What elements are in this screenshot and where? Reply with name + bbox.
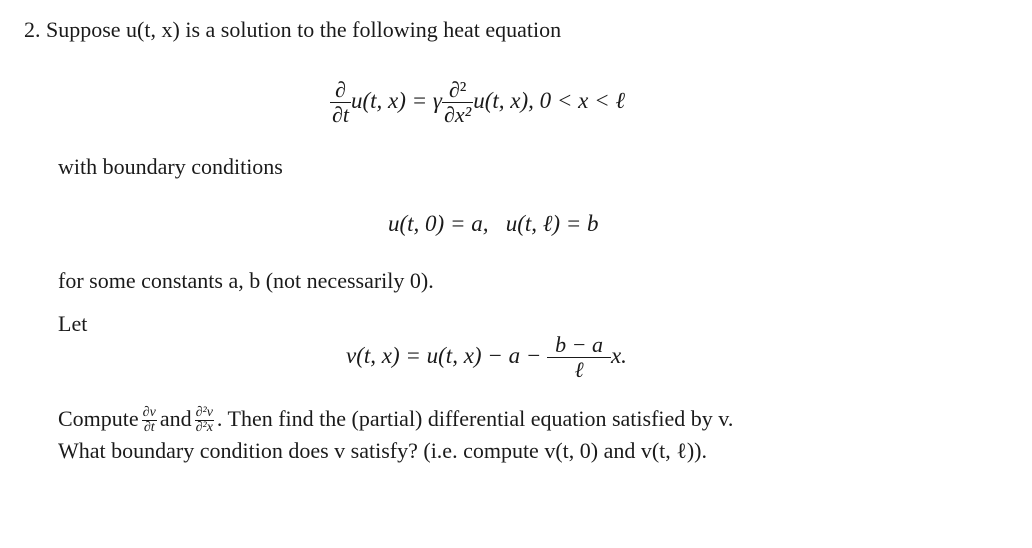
space-derivative-numerator: ∂² — [442, 78, 473, 103]
time-derivative-denominator: ∂t — [332, 102, 349, 127]
boundary-conditions: u(t, 0) = a, u(t, ℓ) = b — [388, 211, 599, 236]
d2v-numerator: ∂²v — [195, 405, 213, 421]
definition-of-v — [346, 333, 627, 382]
definition-fraction-denominator: ℓ — [574, 357, 584, 382]
space-second-derivative-operator — [442, 78, 473, 127]
time-derivative-operator — [330, 78, 351, 127]
constants-text: for some constants a, b (not necessarily 0). — [58, 268, 434, 293]
definition-fraction — [547, 333, 611, 382]
d2v-dx2-fraction — [195, 406, 214, 435]
heat-equation — [330, 78, 625, 127]
compute-word: Compute — [58, 406, 139, 431]
problem-intro-text: Suppose u(t, x) is a solution to the following heat equation — [46, 17, 562, 42]
problem-number: 2. — [24, 17, 41, 42]
and-word: and — [159, 406, 192, 431]
definition-lhs: v(t, x) = u(t, x) − a − — [346, 342, 542, 368]
compute-rest: . Then find the (partial) differential equation satisfied by v. — [216, 406, 734, 431]
space-derivative-denominator: ∂x² — [444, 102, 472, 127]
boundary-intro: with boundary conditions — [58, 154, 283, 179]
d2v-denominator: ∂²x — [195, 420, 213, 436]
dv-dt-denominator: ∂t — [143, 420, 155, 436]
dv-dt-fraction — [142, 406, 157, 435]
dv-dt-numerator: ∂v — [142, 405, 156, 421]
definition-tail: x. — [610, 342, 627, 368]
boundary-question: What boundary condition does v satisfy? (i.e. compute v(t, 0) and v(t, ℓ)). — [58, 438, 707, 463]
compute-line — [58, 406, 733, 435]
heat-equation-lhs-function: u(t, x) = γ — [350, 87, 442, 113]
problem-intro-line — [24, 17, 561, 43]
time-derivative-numerator: ∂ — [330, 78, 351, 103]
let-text: Let — [58, 311, 88, 336]
heat-equation-rhs-function: u(t, x), 0 < x < ℓ — [473, 87, 625, 113]
definition-fraction-numerator: b − a — [547, 333, 611, 358]
